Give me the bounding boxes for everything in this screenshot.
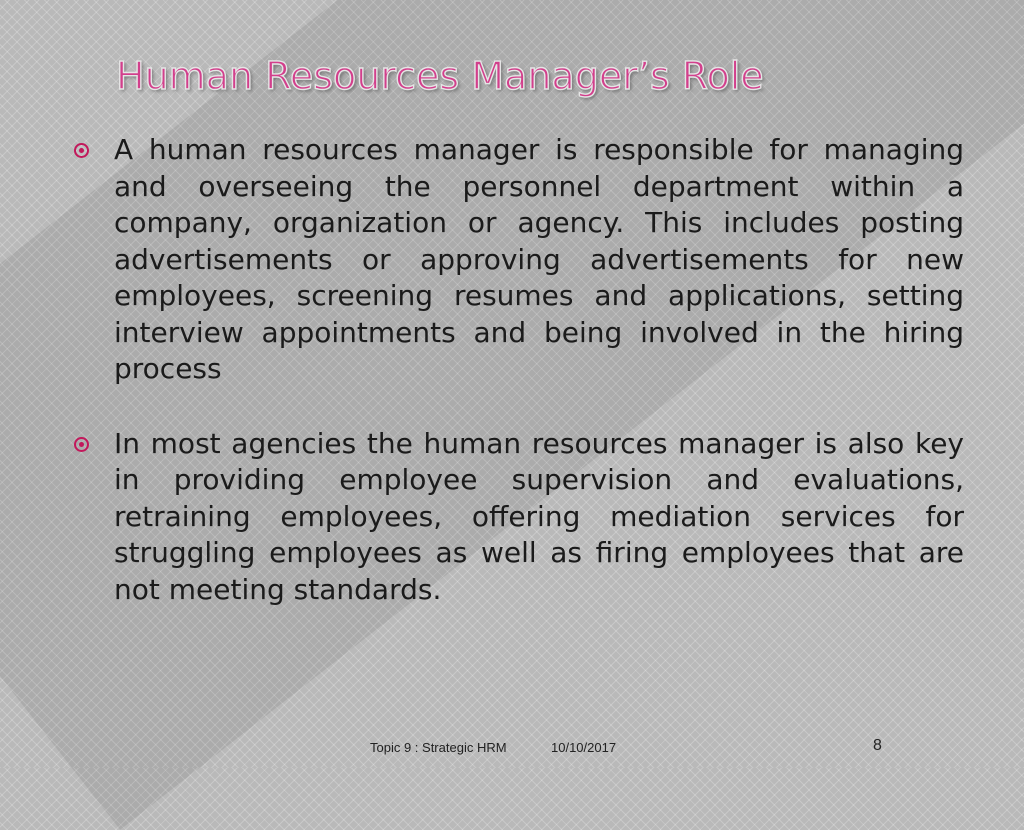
footer-date: 10/10/2017 [551,740,617,755]
slide-title: Human Resources Manager’s Role [116,54,764,98]
footer-topic: Topic 9 : Strategic HRM [370,740,507,755]
circled-dot-icon [74,437,89,452]
slide-number: 8 [873,737,882,754]
bullet-item [70,132,964,388]
circled-dot-icon [74,143,89,158]
bullet-text: In most agencies the human resources manager is also key in providing employee supervision and evaluations, retraining employees, offering mediation services for struggling employees as well as firing employees that are not meeting standards. [114,426,964,606]
bullet-list [70,132,964,608]
bullet-text: A human resources manager is responsible for managing and overseeing the personnel department within a company, organization or agency. This includes posting advertisements or approving advertisements for new employees, screening resumes and applications, setting interview appointments and being involved in the hiring process [114,133,964,385]
bullet-item [70,426,964,609]
